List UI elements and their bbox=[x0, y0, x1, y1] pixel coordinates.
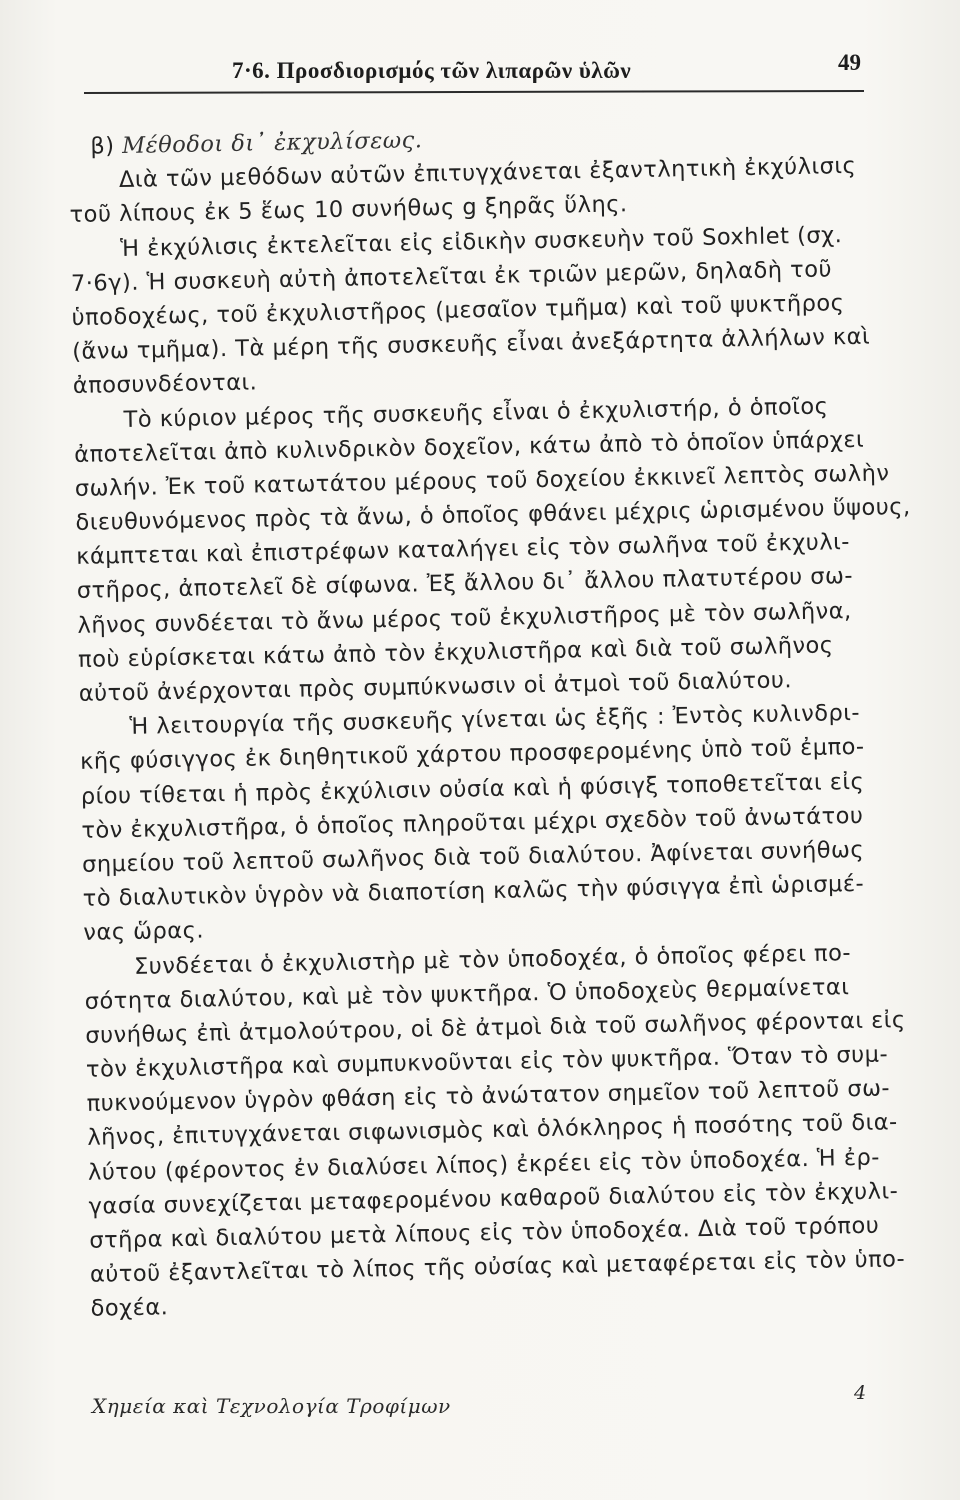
text-line: τοῦ λίπους ἐκ 5 ἕως 10 συνήθως g ξηρᾶς ὕλης. bbox=[69, 191, 628, 229]
text-line: κάμπτεται καὶ ἐπιστρέφων καταλήγει εἰς τὸν σωλῆνα τοῦ ἐκχυλι- bbox=[75, 529, 851, 571]
text-line: δοχέα. bbox=[90, 1294, 169, 1323]
text-line: Ἡ λειτουργία τῆς συσκευῆς γίνεται ὡς ἑξῆς : Ἐντὸς κυλινδρι- bbox=[129, 700, 861, 741]
book-title: Χημεία καὶ Τεχνολογία Τροφίμων bbox=[92, 1394, 451, 1418]
subsection-title: Μέθοδοι δι᾽ ἐκχυλίσεως. bbox=[121, 127, 423, 159]
text-line: Ἡ ἐκχύλισις ἐκτελεῖται εἰς εἰδικὴν συσκευὴν τοῦ Soxhlet (σχ. bbox=[120, 221, 843, 262]
text-line: σημείου τοῦ λεπτοῦ σωλῆνος διὰ τοῦ διαλύτου. Ἀφίνεται συνήθως bbox=[81, 836, 865, 878]
body-text bbox=[68, 114, 921, 1326]
text-line: κῆς φύσιγγος ἐκ διηθητικοῦ χάρτου προσφερομένης ὑπὸ τοῦ ἐμπο- bbox=[79, 734, 865, 776]
text-line: ρίου τίθεται ἡ πρὸς ἐκχύλισιν οὐσία καὶ ἡ φύσιγξ τοποθετεῖται εἰς bbox=[80, 768, 865, 810]
running-foot bbox=[0, 1382, 960, 1432]
text-line: ἀποτελεῖται ἀπὸ κυλινδρικὸν δοχεῖον, κάτω ἀπὸ τὸ ὁποῖον ὑπάρχει bbox=[73, 426, 865, 468]
text-line: νας ὥρας. bbox=[83, 917, 205, 947]
text-line: ποὺ εὑρίσκεται κάτω ἀπὸ τὸν ἐκχυλιστῆρα καὶ διὰ τοῦ σωλῆνος bbox=[77, 632, 834, 673]
text-line: πυκνούμενον ὑγρὸν φθάση εἰς τὸ ἀνώτατον σημεῖον τοῦ λεπτοῦ σω- bbox=[86, 1075, 891, 1118]
text-line: συνήθως ἐπὶ ἀτμολούτρου, οἱ δὲ ἀτμοὶ διὰ τοῦ σωλῆνος φέρονται εἰς bbox=[85, 1006, 906, 1049]
text-line: λύτου (φέροντος ἐν διαλύσει λίπος) ἐκρέει εἰς τὸν ὑποδοχέα. Ἡ ἐρ- bbox=[87, 1144, 881, 1186]
text-line: σωλήν. Ἐκ τοῦ κατωτάτου μέρους τοῦ δοχείου ἐκκινεῖ λεπτὸς σωλὴν bbox=[74, 460, 890, 502]
text-line: γασία συνεχίζεται μεταφερομένου καθαροῦ διαλύτου εἰς τὸν ἐκχυλι- bbox=[88, 1178, 899, 1220]
text-line: ὑποδοχέως, τοῦ ἐκχυλιστῆρος (μεσαῖον τμῆμα) καὶ τοῦ ψυκτῆρος bbox=[71, 290, 845, 331]
text-line: (ἄνω τμῆμα). Τὰ μέρη τῆς συσκευῆς εἶναι ἀνεξάρτητα ἀλλήλων καὶ bbox=[72, 323, 871, 366]
text-line: αὐτοῦ ἀνέρχονται πρὸς συμπύκνωσιν οἱ ἀτμοὶ τοῦ διαλύτου. bbox=[78, 667, 793, 707]
text-line: στῆρα καὶ διαλύτου μετὰ λίπους εἰς τὸν ὑποδοχέα. Διὰ τοῦ τρόπου bbox=[89, 1212, 880, 1254]
header-rule bbox=[84, 90, 864, 94]
section-title: 7·6. Προσδιορισμός τῶν λιπαρῶν ὑλῶν bbox=[232, 58, 632, 83]
text-line: λῆνος συνδέεται τὸ ἄνω μέρος τοῦ ἐκχυλιστῆρος μὲ τὸν σωλῆνα, bbox=[77, 597, 852, 639]
text-line: λῆνος, ἐπιτυγχάνεται σιφωνισμὸς καὶ ὁλόκληρος ἡ ποσότης τοῦ δια- bbox=[87, 1109, 898, 1152]
page-number: 49 bbox=[838, 50, 861, 75]
text-line: διευθυνόμενος πρὸς τὰ ἄνω, ὁ ὁποῖος φθάνει μέχρις ὡρισμένου ὕψους, bbox=[75, 493, 911, 536]
text-line: στῆρος, ἀποτελεῖ δὲ σίφωνα. Ἐξ ἄλλου δι᾽ ἄλλου πλατυτέρου σω- bbox=[76, 563, 854, 605]
running-head bbox=[0, 48, 960, 88]
text-line: σότητα διαλύτου, καὶ μὲ τὸν ψυκτῆρα. Ὁ ὑποδοχεὺς θερμαίνεται bbox=[84, 973, 850, 1015]
text-line: τὸ διαλυτικὸν ὑγρὸν νὰ διαποτίση καλῶς τὴν φύσιγγα ἐπὶ ὡρισμέ- bbox=[82, 870, 865, 912]
subsection-label: β) bbox=[90, 133, 115, 160]
text-line: αὐτοῦ ἐξαντλεῖται τὸ λίπος τῆς οὐσίας καὶ μεταφέρεται εἰς τὸν ὑπο- bbox=[89, 1246, 906, 1288]
text-line: Συνδέεται ὁ ἐκχυλιστὴρ μὲ τὸν ὑποδοχέα, ὁ ὁποῖος φέρει πο- bbox=[133, 939, 852, 980]
text-line: τὸν ἐκχυλιστῆρα, ὁ ὁποῖος πληροῦται μέχρι σχεδὸν τοῦ ἀνωτάτου bbox=[81, 802, 864, 844]
text-line: Τὸ κύριον μέρος τῆς συσκευῆς εἶναι ὁ ἐκχυλιστήρ, ὁ ὁποῖος bbox=[123, 392, 829, 433]
text-line: τὸν ἐκχυλιστῆρα καὶ συμπυκνοῦνται εἰς τὸν ψυκτῆρα. Ὅταν τὸ συμ- bbox=[85, 1041, 889, 1083]
signature-mark: 4 bbox=[854, 1382, 867, 1404]
text-line: 7·6γ). Ἡ συσκευὴ αὐτὴ ἀποτελεῖται ἐκ τριῶν μερῶν, δηλαδὴ τοῦ bbox=[70, 256, 833, 297]
text-line: ἀποσυνδέονται. bbox=[72, 369, 258, 400]
text-line: Διὰ τῶν μεθόδων αὐτῶν ἐπιτυγχάνεται ἐξαντλητικὴ ἐκχύλισις bbox=[118, 153, 857, 194]
